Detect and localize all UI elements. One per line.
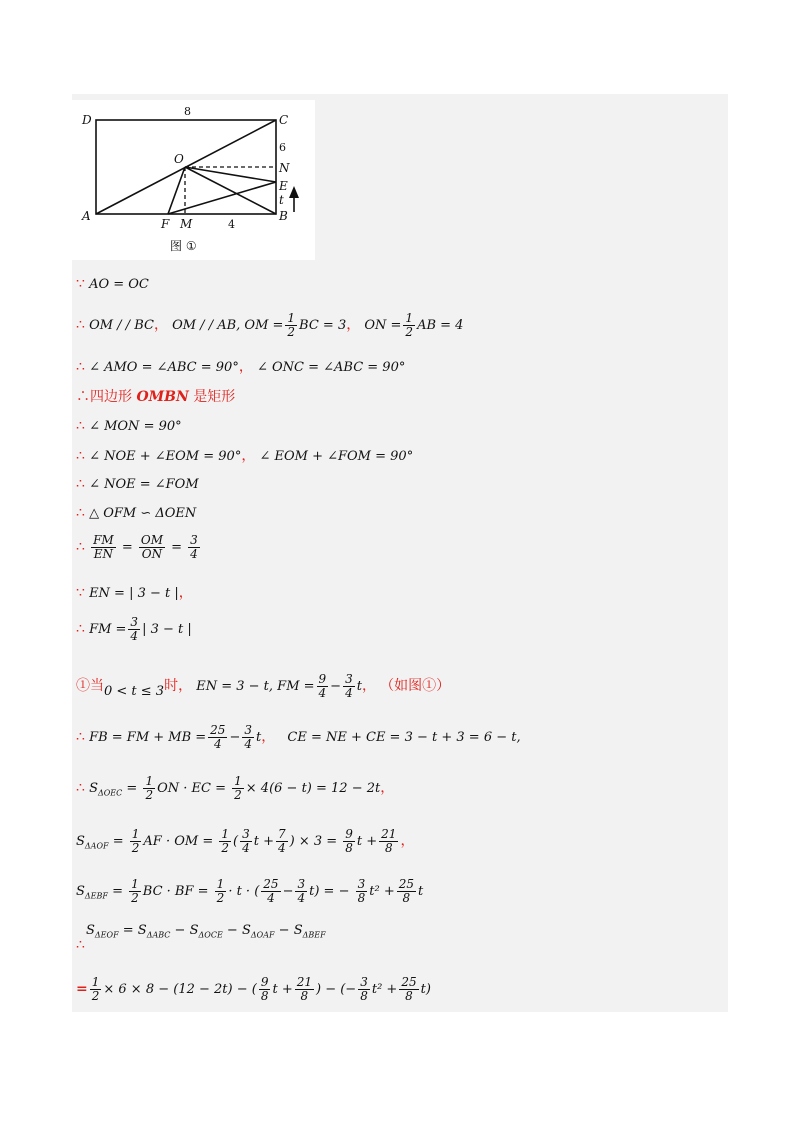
line-17-therefore: ∴ [76,937,85,953]
label-m: M [180,217,193,231]
label-length-8: 8 [184,105,191,118]
line-5: ∴ ∠ MON = 90° [76,418,182,434]
label-length-6: 6 [279,141,286,154]
label-c: C [279,113,289,127]
segment-of [168,167,185,214]
line-7: ∴ ∠ NOE = ∠FOM [76,476,199,492]
line-4: ∴四边形 OMBN 是矩形 [76,389,236,405]
line-8: ∴ △ OFM ∽ ΔOEN [76,505,197,521]
line-2: ∴ OM / / BC， OM / / AB, OM = $\frac{1}{2}$ BC = 3， ON = $\frac{1}{2}$ AB = 4 [76,311,464,339]
line-17: $S_{\Delta EOF} = S_{\Delta ABC} - S_{\Delta OCE} - S_{\Delta OAF} - S_{\Delta BEF}$ [86,923,326,940]
up-arrow-icon [289,186,299,198]
label-a: A [82,209,91,223]
label-o: O [174,152,184,166]
line-18: = $\frac{1}{2}$ × 6 × 8 − (12 − 2t) − ( $\frac{9}{8}$ t + $\frac{21}{8}$ ) − (− $\frac{3}{8}$ t² + $\frac{25}{8}$ t) [76,975,431,1003]
label-e: E [279,179,288,193]
line-16: $S_{\Delta EBF}$ = $\frac{1}{2}$ BC · BF = $\frac{1}{2}$ · t · ( $\frac{25}{4}$ − $\frac{3}{4}$ t) = − $\frac{3}{8}$ t² + $\frac{25}{8}$ t [76,877,424,905]
line-12: ①当0 < t ≤ 3时， EN = 3 − t, FM = $\frac{9}{4}$ − $\frac{3}{4}$ t， （如图①） [76,672,451,700]
line-15: $S_{\Delta AOF}$ = $\frac{1}{2}$ AF · OM = $\frac{1}{2}$ ( $\frac{3}{4}$ t + $\frac{7}{4}$ ) × 3 = $\frac{9}{8}$ t + $\frac{21}{8}$ ， [76,827,415,855]
label-t: t [279,193,284,207]
label-n: N [279,161,290,175]
rectangle-diagram [72,100,315,260]
figure-caption: 图 ① [170,239,197,253]
line-14: ∴ $S_{\Delta OEC}$ = $\frac{1}{2}$ ON · EC = $\frac{1}{2}$ × 4(6 − t) = 12 − 2t， [76,774,395,802]
label-d: D [82,113,92,127]
label-b: B [279,209,288,223]
geometry-figure [72,100,315,260]
line-1: ∵ AO = OC [76,276,149,292]
line-3: ∴ ∠ AMO = ∠ABC = 90°， ∠ ONC = ∠ABC = 90° [76,359,406,375]
label-length-4: 4 [228,218,235,231]
label-f: F [161,217,170,231]
line-13: ∴ FB = FM + MB = $\frac{25}{4}$ − $\frac{3}{4}$ t， CE = NE + CE = 3 − t + 3 = 6 − t, [76,723,521,751]
line-11: ∴ FM = $\frac{3}{4}$ | 3 − t | [76,615,192,643]
line-10: ∵ EN = | 3 − t |， [76,585,193,601]
line-6: ∴ ∠ NOE + ∠EOM = 90°， ∠ EOM + ∠FOM = 90° [76,448,414,464]
line-9: ∴ $\frac{FM}{EN}$ = $\frac{OM}{ON}$ = $\frac{3}{4}$ [76,533,198,561]
